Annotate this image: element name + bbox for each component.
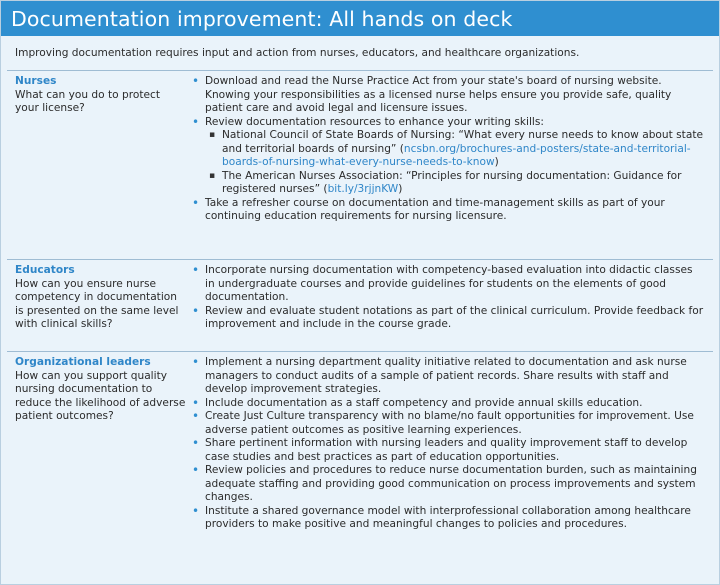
sub-list-item xyxy=(208,170,705,197)
section-leaders xyxy=(7,351,713,562)
list-item: • Share pertinent information with nursing leaders and quality improvement staff to develop case studies and best practices as part of education opportunities. xyxy=(191,437,705,464)
sub-item-end: ) xyxy=(398,183,403,195)
page-title: Documentation improvement: All hands on deck xyxy=(11,6,513,31)
nurses-question: What can you do to protect your license? xyxy=(15,88,160,114)
leaders-left xyxy=(7,352,187,562)
list-item: • Include documentation as a staff competency and provide annual skills education. xyxy=(191,397,705,411)
educators-left xyxy=(7,260,187,351)
section-educators xyxy=(7,259,713,351)
nurses-heading: Nurses xyxy=(15,75,57,87)
educators-question: How can you ensure nurse competency in documentation is presented on the same level with clinical skills? xyxy=(15,277,179,330)
list-item-text: Review documentation resources to enhance your writing skills: xyxy=(205,115,544,128)
list-item: • Implement a nursing department quality initiative related to documentation and ask nurse managers to conduct audits of a sample of patient records. Share results with staff and develop improvement strategies. xyxy=(191,356,705,397)
leaders-heading: Organizational leaders xyxy=(15,356,151,368)
leaders-bullets xyxy=(187,352,713,562)
list-item: • Review and evaluate student notations as part of the clinical curriculum. Provide feedback for improvement and include in the course grade. xyxy=(191,305,705,332)
sub-list-item xyxy=(208,129,705,170)
list-item: • Review policies and procedures to reduce nurse documentation burden, such as maintaining adequate staffing and providing good communication on process improvements and system changes. xyxy=(191,464,705,505)
list-item: • Download and read the Nurse Practice Act from your state's board of nursing website. Knowing your responsibilities as a licensed nurse helps ensure you provide safe, quality patient care and avoid legal and licensure issues. xyxy=(191,75,705,116)
title-bar xyxy=(1,1,719,36)
sub-item-text: The American Nurses Association: “Principles for nursing documentation: Guidance for registered nurses” ( xyxy=(222,169,682,195)
ana-link[interactable]: bit.ly/3rjjnKW xyxy=(327,183,399,195)
list-item: • Incorporate nursing documentation with competency-based evaluation into didactic classes in undergraduate courses and provide guidelines for students on the elements of good documentation. xyxy=(191,264,705,305)
leaders-question: How can you support quality nursing documentation to reduce the likelihood of adverse patient outcomes? xyxy=(15,369,186,422)
ncsbn-link[interactable]: ncsbn.org/brochures-and-posters/state-and-territorial-boards-of-nursing-what-every-nurse-needs-to-know xyxy=(222,142,691,168)
list-item xyxy=(191,116,705,197)
list-item: • Take a refresher course on documentation and time-management skills as part of your continuing education requirements for nursing licensure. xyxy=(191,197,705,224)
educators-bullets xyxy=(187,260,713,351)
list-item: • Create Just Culture transparency with no blame/no fault opportunities for improvement. Use adverse patient outcomes as positive learning experiences. xyxy=(191,410,705,437)
sub-item-end: ) xyxy=(494,156,499,168)
intro-text: Improving documentation requires input and action from nurses, educators, and healthcare organizations. xyxy=(15,47,580,59)
sub-item-text: National Council of State Boards of Nursing: “What every nurse needs to know about state and territorial boards of nursing” ( xyxy=(222,129,703,155)
list-item: • Institute a shared governance model with interprofessional collaboration among healthcare providers to make positive and meaningful changes to policies and procedures. xyxy=(191,505,705,532)
nurses-left xyxy=(7,71,187,259)
educators-heading: Educators xyxy=(15,264,75,276)
nurses-bullets xyxy=(187,71,713,259)
section-nurses xyxy=(7,70,713,259)
